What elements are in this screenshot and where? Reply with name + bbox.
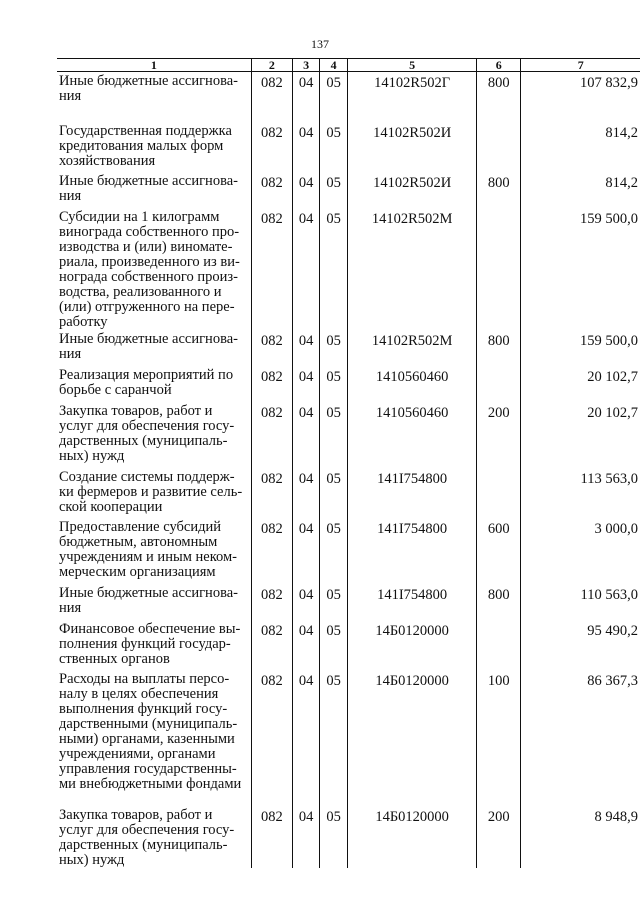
row-amount: 20 102,7 bbox=[521, 366, 640, 402]
row-name: Закупка товаров, работ и услуг для обеспечения госу-дарственных (муниципаль-ных) нужд bbox=[59, 402, 235, 464]
row-subsection-code: 04 bbox=[293, 620, 320, 670]
row-name: Реализация мероприятий по борьбе с саранчой bbox=[59, 366, 234, 398]
table-row bbox=[57, 366, 640, 402]
header-row bbox=[57, 59, 640, 72]
row-name: Иные бюджетные ассигнова-ния bbox=[59, 584, 238, 616]
row-name: Субсидии на 1 килограмм винограда собственного про-изводства и (или) виномате-риала, произведенного из ви-нограда собственного произ-водства, реализованного и (или) отгруженного на пере-работку bbox=[59, 208, 240, 330]
row-target-code: 14102R502М bbox=[348, 208, 477, 330]
row-item-code: 05 bbox=[320, 172, 348, 208]
page-number: 137 bbox=[311, 37, 329, 51]
row-section-code: 082 bbox=[251, 366, 292, 402]
row-item-code: 05 bbox=[320, 208, 348, 330]
row-name: Предоставление субсидий бюджетным, автономным учреждениям и иным неком-мерческим организациям bbox=[59, 518, 237, 580]
row-amount: 159 500,0 bbox=[521, 330, 640, 366]
row-expense-type: 800 bbox=[477, 72, 521, 122]
header-col-6: 6 bbox=[477, 59, 521, 72]
row-target-code: 1410560460 bbox=[348, 402, 477, 468]
header-col-5: 5 bbox=[348, 59, 477, 72]
row-section-code: 082 bbox=[251, 330, 292, 366]
row-section-code: 082 bbox=[251, 518, 292, 584]
header-col-3: 3 bbox=[293, 59, 320, 72]
row-item-code: 05 bbox=[320, 122, 348, 172]
row-name: Закупка товаров, работ и услуг для обеспечения госу-дарственных (муниципаль-ных) нужд bbox=[59, 806, 235, 868]
row-item-code: 05 bbox=[320, 670, 348, 806]
row-expense-type bbox=[477, 468, 521, 518]
row-target-code: 141I754800 bbox=[348, 468, 477, 518]
row-section-code: 082 bbox=[251, 806, 292, 868]
row-section-code: 082 bbox=[251, 402, 292, 468]
row-name: Финансовое обеспечение вы-полнения функций государ-ственных органов bbox=[59, 620, 241, 667]
row-name: Расходы на выплаты персо-налу в целях обеспечения выполнения функций госу-дарственными (муниципаль-ными) органами, казенными учреждениями, органами управления государственны-ми внебюджетными фондами bbox=[59, 670, 242, 792]
row-target-code: 141I754800 bbox=[348, 584, 477, 620]
row-section-code: 082 bbox=[251, 208, 292, 330]
row-item-code: 05 bbox=[320, 806, 348, 868]
table-row bbox=[57, 584, 640, 620]
row-expense-type: 100 bbox=[477, 670, 521, 806]
row-item-code: 05 bbox=[320, 72, 348, 122]
row-amount: 20 102,7 bbox=[521, 402, 640, 468]
table-row bbox=[57, 402, 640, 468]
row-subsection-code: 04 bbox=[293, 330, 320, 366]
header-col-4: 4 bbox=[320, 59, 348, 72]
row-expense-type: 600 bbox=[477, 518, 521, 584]
row-target-code: 14102R502Г bbox=[348, 72, 477, 122]
row-target-code: 141I754800 bbox=[348, 518, 477, 584]
header-col-1: 1 bbox=[57, 59, 251, 72]
row-target-code: 14Б0120000 bbox=[348, 620, 477, 670]
row-subsection-code: 04 bbox=[293, 518, 320, 584]
row-expense-type: 200 bbox=[477, 402, 521, 468]
table-row bbox=[57, 172, 640, 208]
row-item-code: 05 bbox=[320, 584, 348, 620]
row-item-code: 05 bbox=[320, 330, 348, 366]
table-row bbox=[57, 670, 640, 806]
table-row bbox=[57, 208, 640, 330]
row-target-code: 14Б0120000 bbox=[348, 670, 477, 806]
row-subsection-code: 04 bbox=[293, 670, 320, 806]
table-row bbox=[57, 468, 640, 518]
row-target-code: 14102R502М bbox=[348, 330, 477, 366]
row-expense-type: 800 bbox=[477, 584, 521, 620]
row-section-code: 082 bbox=[251, 122, 292, 172]
row-item-code: 05 bbox=[320, 366, 348, 402]
row-amount: 95 490,2 bbox=[521, 620, 640, 670]
row-amount: 159 500,0 bbox=[521, 208, 640, 330]
row-section-code: 082 bbox=[251, 584, 292, 620]
row-subsection-code: 04 bbox=[293, 806, 320, 868]
row-subsection-code: 04 bbox=[293, 366, 320, 402]
row-target-code: 14102R502И bbox=[348, 122, 477, 172]
row-expense-type: 800 bbox=[477, 172, 521, 208]
row-amount: 814,2 bbox=[521, 122, 640, 172]
table-row bbox=[57, 330, 640, 366]
row-target-code: 14102R502И bbox=[348, 172, 477, 208]
row-subsection-code: 04 bbox=[293, 72, 320, 122]
budget-table bbox=[57, 58, 640, 868]
row-amount: 8 948,9 bbox=[521, 806, 640, 868]
row-amount: 3 000,0 bbox=[521, 518, 640, 584]
row-item-code: 05 bbox=[320, 468, 348, 518]
row-section-code: 082 bbox=[251, 172, 292, 208]
row-amount: 86 367,3 bbox=[521, 670, 640, 806]
table-row bbox=[57, 72, 640, 122]
row-amount: 107 832,9 bbox=[521, 72, 640, 122]
row-section-code: 082 bbox=[251, 468, 292, 518]
row-name: Иные бюджетные ассигнова-ния bbox=[59, 73, 238, 104]
row-name: Иные бюджетные ассигнова-ния bbox=[59, 330, 238, 362]
row-amount: 814,2 bbox=[521, 172, 640, 208]
row-subsection-code: 04 bbox=[293, 402, 320, 468]
row-item-code: 05 bbox=[320, 402, 348, 468]
table-row bbox=[57, 620, 640, 670]
row-target-code: 1410560460 bbox=[348, 366, 477, 402]
row-subsection-code: 04 bbox=[293, 208, 320, 330]
row-amount: 110 563,0 bbox=[521, 584, 640, 620]
row-section-code: 082 bbox=[251, 620, 292, 670]
row-name: Государственная поддержка кредитования малых форм хозяйствования bbox=[59, 122, 232, 169]
header-col-2: 2 bbox=[251, 59, 292, 72]
header-col-7: 7 bbox=[521, 59, 640, 72]
row-section-code: 082 bbox=[251, 72, 292, 122]
table-row bbox=[57, 806, 640, 868]
row-name: Иные бюджетные ассигнова-ния bbox=[59, 172, 238, 204]
table-row bbox=[57, 518, 640, 584]
table-row bbox=[57, 122, 640, 172]
row-amount: 113 563,0 bbox=[521, 468, 640, 518]
row-expense-type bbox=[477, 208, 521, 330]
row-expense-type bbox=[477, 122, 521, 172]
row-expense-type: 200 bbox=[477, 806, 521, 868]
row-expense-type bbox=[477, 620, 521, 670]
row-section-code: 082 bbox=[251, 670, 292, 806]
row-subsection-code: 04 bbox=[293, 172, 320, 208]
row-target-code: 14Б0120000 bbox=[348, 806, 477, 868]
row-subsection-code: 04 bbox=[293, 584, 320, 620]
row-expense-type: 800 bbox=[477, 330, 521, 366]
row-expense-type bbox=[477, 366, 521, 402]
row-name: Создание системы поддерж-ки фермеров и развитие сель-ской кооперации bbox=[59, 468, 243, 515]
row-item-code: 05 bbox=[320, 620, 348, 670]
row-subsection-code: 04 bbox=[293, 468, 320, 518]
row-subsection-code: 04 bbox=[293, 122, 320, 172]
row-item-code: 05 bbox=[320, 518, 348, 584]
